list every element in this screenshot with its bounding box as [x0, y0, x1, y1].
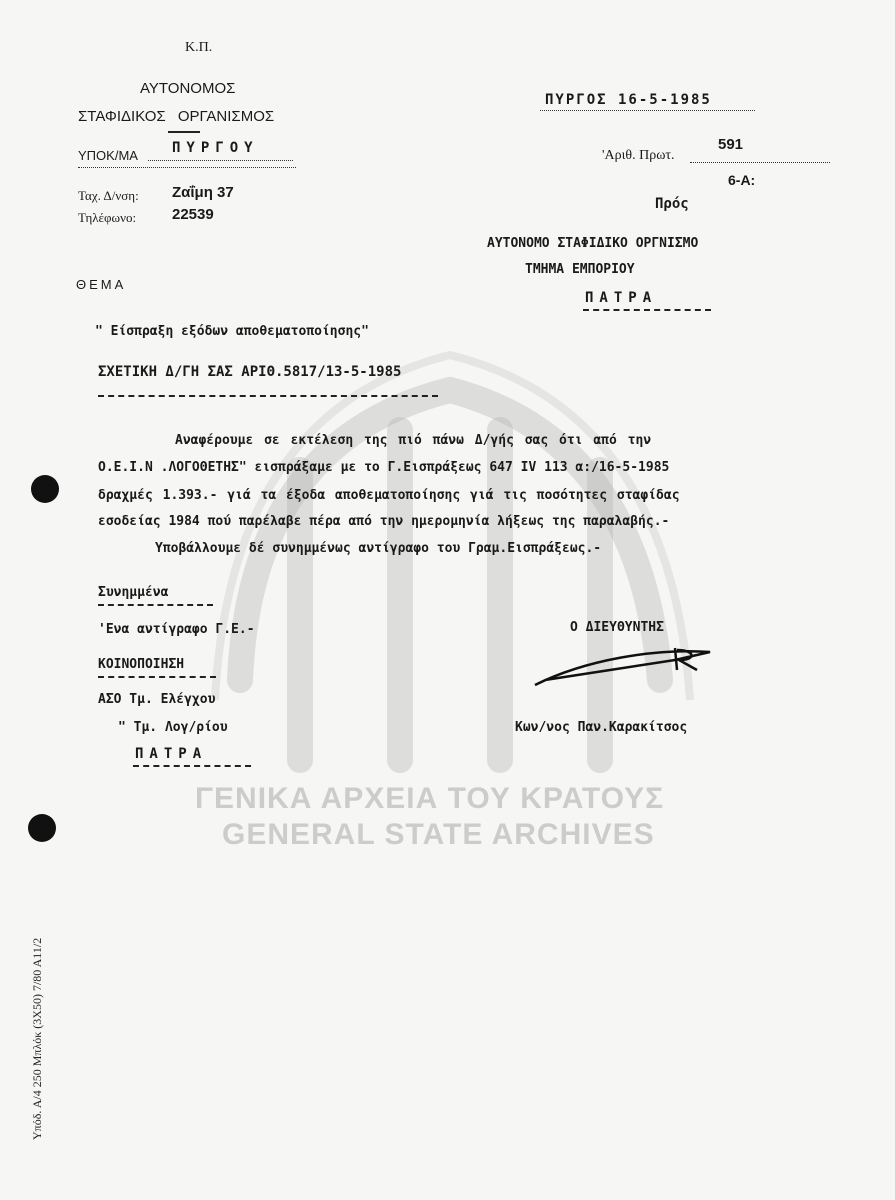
reference-underline — [98, 395, 438, 397]
phone-value: 22539 — [172, 206, 214, 223]
attachment-item: 'Ενα αντίγραφο Γ.Ε.- — [98, 622, 255, 637]
handwritten-signature — [525, 640, 725, 695]
protocol-number: 591 — [718, 136, 744, 153]
branch-label: ΥΠΟΚ/ΜΑ — [78, 148, 138, 163]
distribution-underline — [98, 676, 216, 678]
to-label: Πρός — [655, 196, 689, 212]
protocol-label: 'Αριθ. Πρωτ. — [602, 148, 675, 163]
attachments-label: Συνημμένα — [98, 585, 169, 600]
recipient-city-underline — [583, 309, 711, 311]
protocol-sub: 6-Α: — [728, 172, 756, 188]
attachments-underline — [98, 604, 213, 606]
body-line-3: δραχμές 1.393.- γιά τα έξοδα αποθεματοποίησης γιά τις ποσότητες σταφίδας — [98, 488, 680, 503]
recipient-line1: ΑΥΤΟΝΟΜΟ ΣΤΑΦΙΔΙΚΟ ΟΡΓΝΙΣΜΟ — [487, 236, 699, 251]
protocol-underline — [690, 162, 830, 163]
signatory-title: Ο ΔΙΕΥΘΥΝΤΗΣ — [570, 620, 664, 635]
phone-label: Τηλέφωνο: — [78, 210, 137, 225]
address-label: Ταχ. Δ/νση: — [78, 188, 139, 203]
punch-hole-top — [31, 475, 59, 503]
subject-label: ΘΕΜΑ — [76, 277, 127, 292]
form-code: Υπόδ. Α/4 250 Μπλόκ (3Χ50) 7/80 Α11/2 — [30, 937, 44, 1140]
org-name-line1: ΑΥΤΟΝΟΜΟΣ — [140, 80, 236, 97]
distribution-city: ΠΑΤΡΑ — [135, 746, 208, 762]
branch-rule — [78, 167, 296, 168]
body-line-5: Υποβάλλουμε δέ συνημμένως αντίγραφο του Γραμ.Εισπράξεως.- — [155, 541, 602, 556]
body-line-4: εσοδείας 1984 πού παρέλαβε πέρα από την ημερομηνία λήξεως της παραλαβής.- — [98, 514, 670, 529]
punch-hole-bottom — [28, 814, 56, 842]
watermark-english: GENERAL STATE ARCHIVES — [222, 818, 655, 851]
branch-value: ΠΥΡΓΟΥ — [172, 140, 259, 156]
subject-title: " Είσπραξη εξόδων αποθεματοποίησης" — [95, 324, 369, 339]
signatory-name: Κων/νος Παν.Καρακίτσος — [515, 720, 688, 735]
watermark-greek: ΓΕΝΙΚΑ ΑΡΧΕΙΑ ΤΟΥ ΚΡΑΤΟΥΣ — [195, 782, 665, 815]
branch-underline — [148, 160, 293, 161]
org-name-line2: ΣΤΑΦΙΔΙΚΟΣ ΟΡΓΑΝΙΣΜΟΣ — [78, 108, 275, 125]
body-line-2: Ο.Ε.Ι.Ν .ΛΟΓΟΘΕΤΗΣ" εισπράξαμε με το Γ.Εισπράξεως 647 IV 113 α:/16-5-1985 — [98, 460, 670, 475]
body-line-1: Αναφέρουμε σε εκτέλεση της πιό πάνω Δ/γής σας ότι από την — [175, 433, 652, 448]
place-date-underline — [540, 110, 755, 111]
recipient-city: ΠΑΤΡΑ — [585, 290, 658, 306]
distribution-item-1: ΑΣΟ Τμ. Ελέγχου — [98, 692, 216, 707]
distribution-label: ΚΟΙΝΟΠΟΙΗΣΗ — [98, 657, 185, 672]
distribution-city-underline — [133, 765, 251, 767]
reference-line: ΣΧΕΤΙΚΗ Δ/ΓΗ ΣΑΣ ΑΡΙΘ.5817/13-5-1985 — [98, 364, 402, 380]
place-date: ΠΥΡΓΟΣ 16-5-1985 — [545, 92, 712, 108]
kp-mark: Κ.Π. — [185, 40, 213, 55]
address-value: Ζαΐμη 37 — [172, 184, 234, 201]
distribution-item-2: " Τμ. Λογ/ρίου — [118, 720, 228, 735]
org-divider — [168, 131, 200, 133]
recipient-line2: ΤΜΗΜΑ ΕΜΠΟΡΙΟΥ — [525, 262, 635, 277]
